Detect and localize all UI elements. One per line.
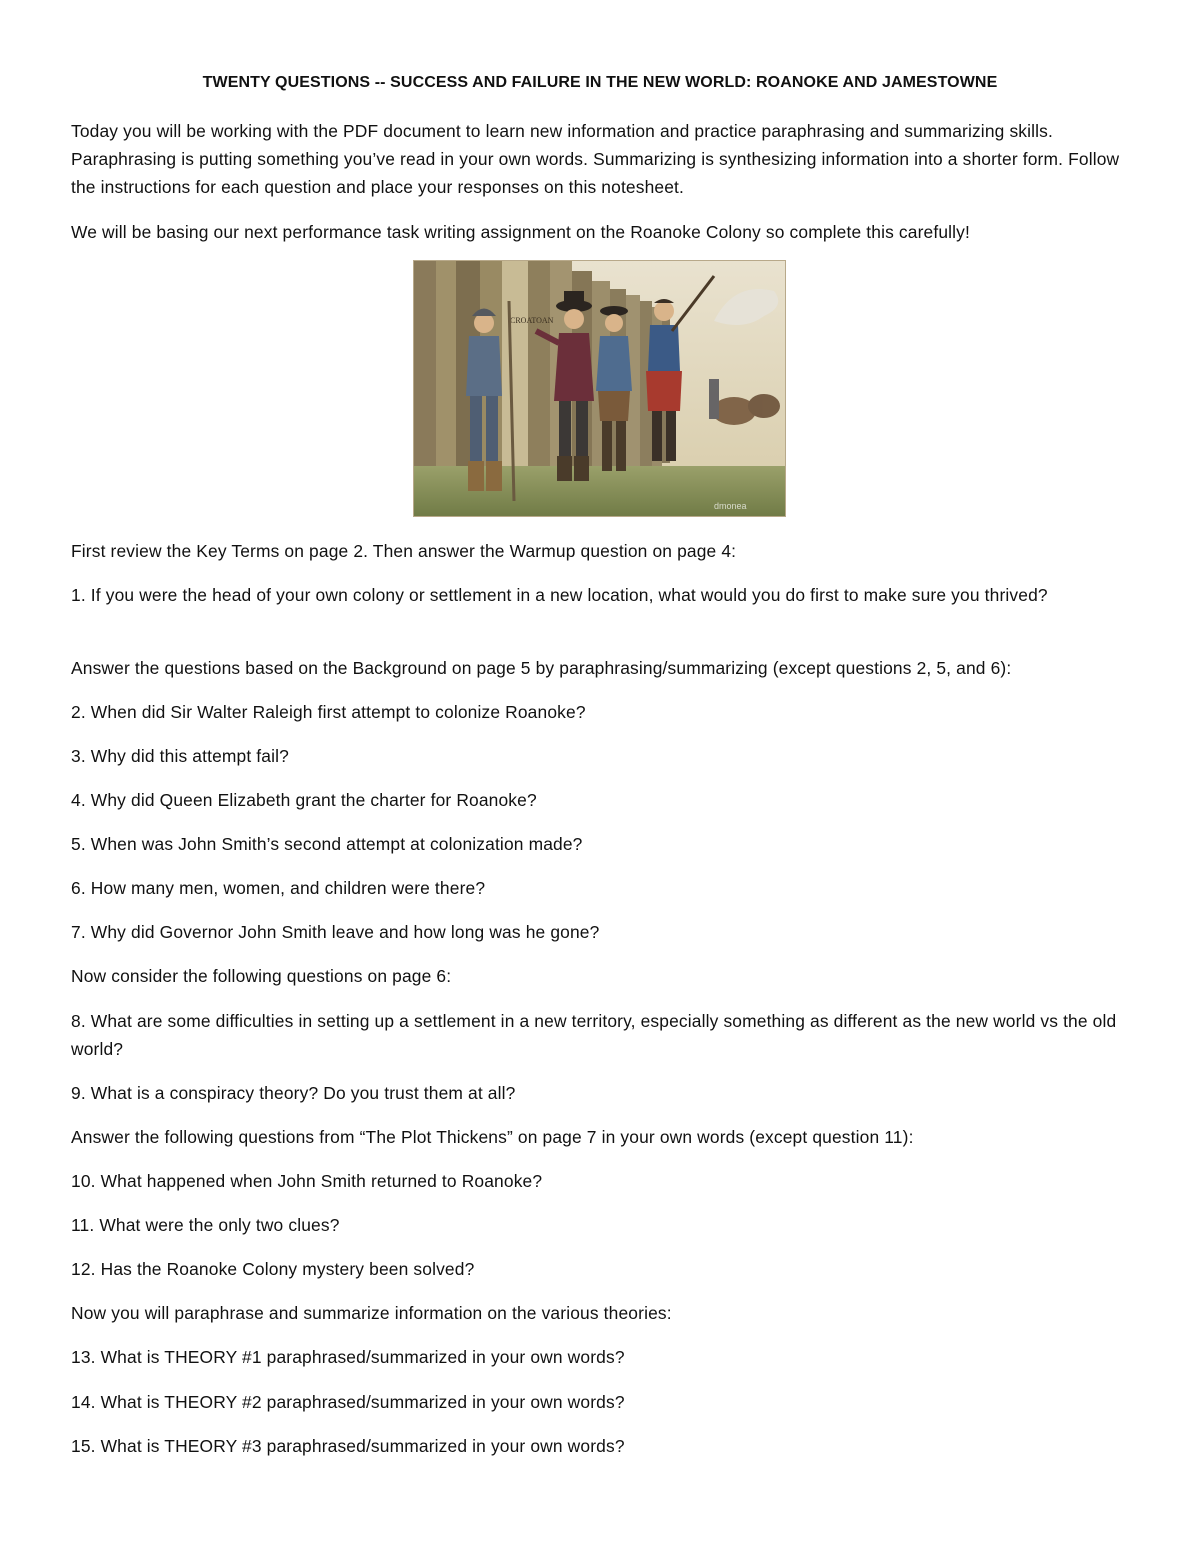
intro-paragraph: Today you will be working with the PDF document to learn new information and practice paraphrasing and summarizing skills. Paraphrasing is putting something you’ve read in your own words. Summarizing is synthesizing information into a shorter form. Follow the instructions for each question and place your responses on this notesheet. [71, 121, 1120, 197]
question-13: 13. What is THEORY #1 paraphrased/summarized in your own words? [71, 1347, 625, 1367]
question-2: 2. When did Sir Walter Raleigh first attempt to colonize Roanoke? [71, 702, 586, 722]
roanoke-illustration [413, 260, 786, 517]
page-title: TWENTY QUESTIONS -- SUCCESS AND FAILURE IN THE NEW WORLD: ROANOKE AND JAMESTOWNE [202, 74, 998, 91]
instruction-theories: Now you will paraphrase and summarize information on the various theories: [71, 1303, 672, 1323]
carved-word: CROATOAN [510, 316, 554, 325]
question-5: 5. When was John Smith’s second attempt at colonization made? [71, 834, 583, 854]
question-12: 12. Has the Roanoke Colony mystery been solved? [71, 1259, 475, 1279]
question-7: 7. Why did Governor John Smith leave and how long was he gone? [71, 922, 600, 942]
question-4: 4. Why did Queen Elizabeth grant the charter for Roanoke? [71, 790, 537, 810]
question-15: 15. What is THEORY #3 paraphrased/summarized in your own words? [71, 1436, 625, 1456]
instruction-plot-thickens: Answer the following questions from “The Plot Thickens” on page 7 in your own words (except question 11): [71, 1127, 914, 1147]
question-11: 11. What were the only two clues? [71, 1215, 340, 1235]
question-9: 9. What is a conspiracy theory? Do you trust them at all? [71, 1083, 516, 1103]
instruction-page-6: Now consider the following questions on page 6: [71, 966, 452, 986]
question-8: 8. What are some difficulties in setting up a settlement in a new territory, especially something as different as the new world vs the old world? [71, 1011, 1117, 1059]
note-paragraph: We will be basing our next performance task writing assignment on the Roanoke Colony so complete this carefully! [71, 222, 971, 242]
instruction-key-terms: First review the Key Terms on page 2. Then answer the Warmup question on page 4: [71, 541, 737, 561]
question-14: 14. What is THEORY #2 paraphrased/summarized in your own words? [71, 1392, 625, 1412]
instruction-background: Answer the questions based on the Background on page 5 by paraphrasing/summarizing (except questions 2, 5, and 6): [71, 658, 1012, 678]
question-10: 10. What happened when John Smith returned to Roanoke? [71, 1171, 543, 1191]
question-6: 6. How many men, women, and children were there? [71, 878, 486, 898]
image-watermark: dmonea [714, 501, 747, 511]
question-1: 1. If you were the head of your own colony or settlement in a new location, what would you do first to make sure you thrived? [71, 585, 1048, 605]
question-3: 3. Why did this attempt fail? [71, 746, 289, 766]
